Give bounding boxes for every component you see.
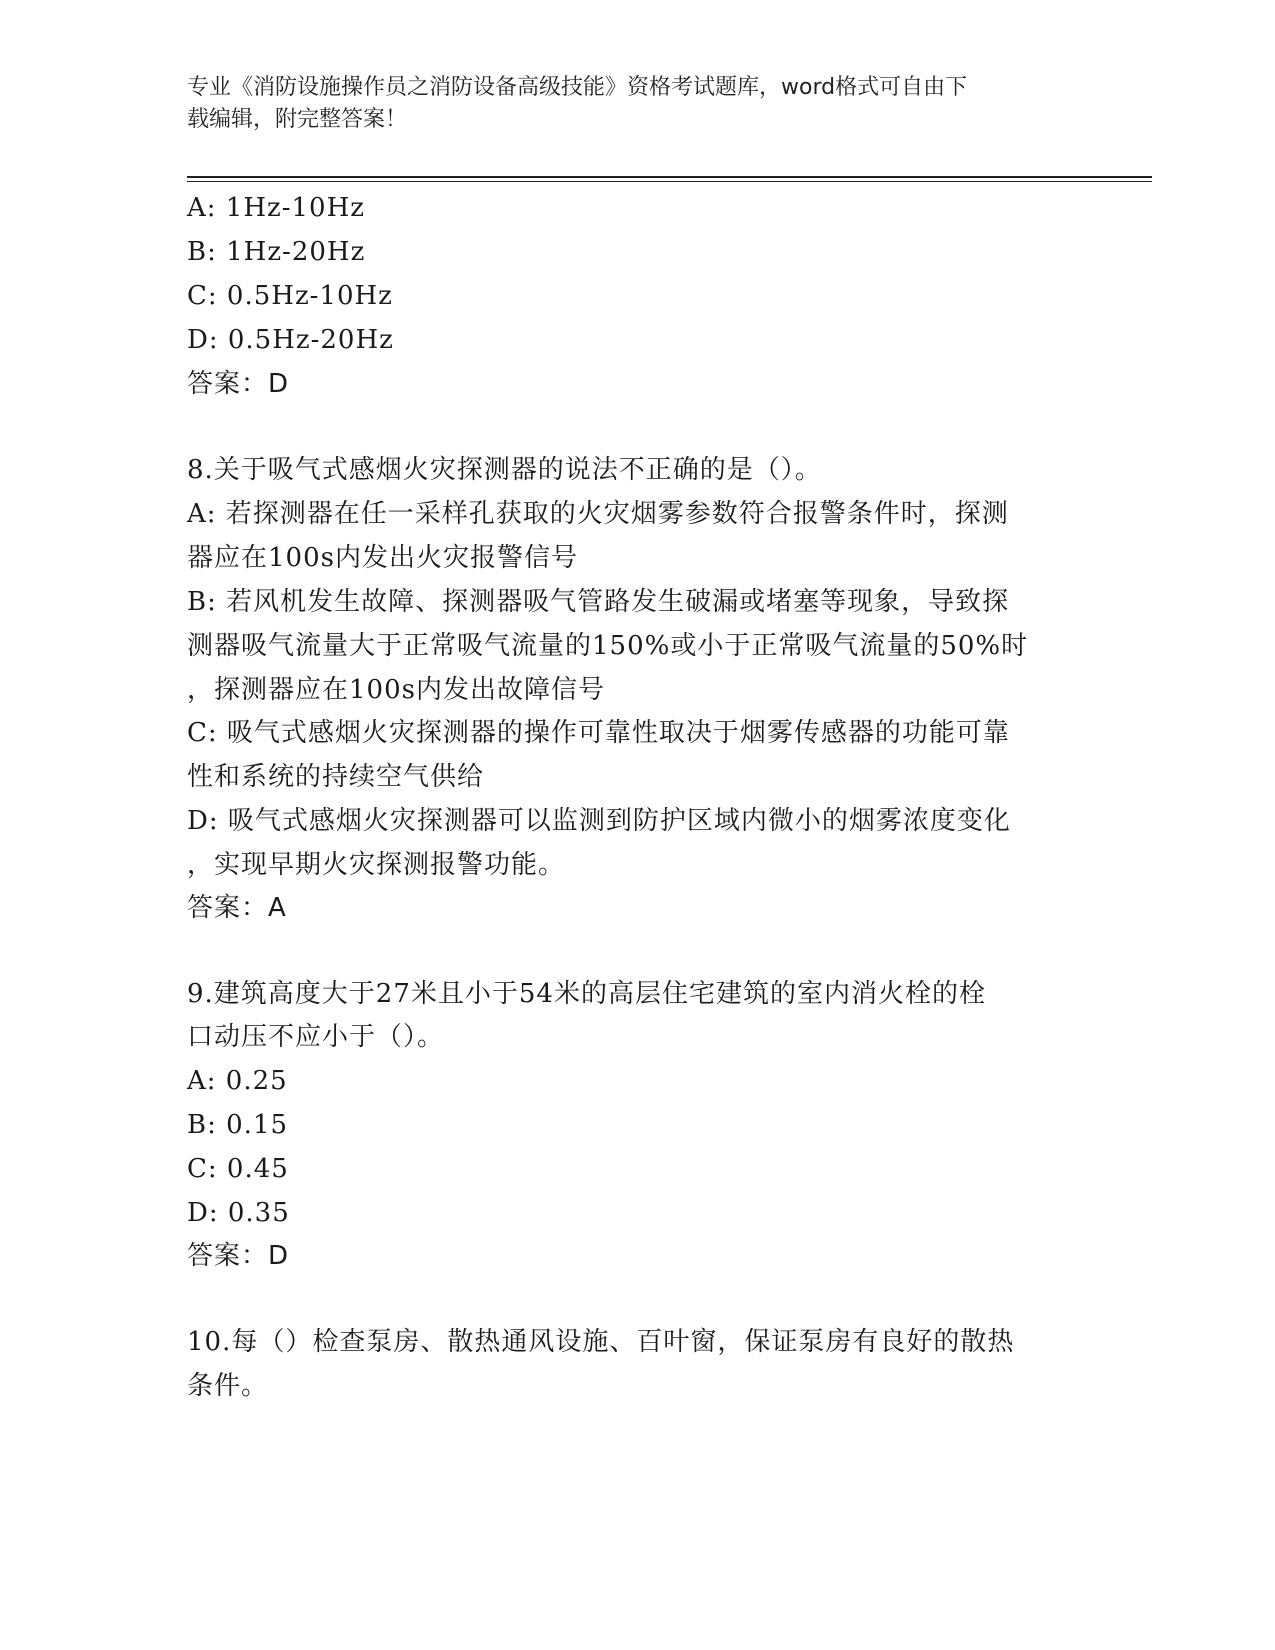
q9-stem-line-2: 口动压不应小于（）。 [187, 1022, 445, 1052]
q9-stem-line-1: 9.建筑高度大于27米且小于54米的高层住宅建筑的室内消火栓的栓 [187, 979, 986, 1009]
q7-option-c: C: 0.5Hz-10Hz [187, 281, 393, 311]
q8-option-d-line-1: D: 吸气式感烟火灾探测器可以监测到防护区域内微小的烟雾浓度变化 [187, 806, 1011, 836]
q9-option-d: D: 0.35 [187, 1198, 290, 1228]
q9-option-b: B: 0.15 [187, 1110, 289, 1140]
q7-option-d: D: 0.5Hz-20Hz [187, 325, 394, 355]
q9-option-a: A: 0.25 [187, 1066, 288, 1096]
q8-option-d-line-2: ，实现早期火灾探测报警功能。 [187, 850, 566, 880]
header-line-2: 载编辑，附完整答案！ [187, 107, 408, 132]
header-line-1: 专业《消防设施操作员之消防设备高级技能》资格考试题库，word格式可自由下 [187, 75, 968, 100]
q7-answer: 答案：D [187, 369, 290, 399]
document-header [187, 72, 1067, 136]
q8-stem: 8.关于吸气式感烟火灾探测器的说法不正确的是（）。 [187, 455, 822, 485]
q8-option-b-line-3: ，探测器应在100s内发出故障信号 [187, 675, 605, 705]
q8-option-a-line-2: 器应在100s内发出火灾报警信号 [187, 543, 578, 573]
q8-option-a-line-1: A: 若探测器在任一采样孔获取的火灾烟雾参数符合报警条件时，探测 [187, 499, 1009, 529]
q9-option-c: C: 0.45 [187, 1154, 289, 1184]
header-rule-thin [187, 181, 1152, 182]
q8-option-c-line-1: C: 吸气式感烟火灾探测器的操作可靠性取决于烟雾传感器的功能可靠 [187, 718, 1010, 748]
q7-option-b: B: 1Hz-20Hz [187, 237, 366, 267]
header-rule-thick [187, 176, 1152, 178]
q9-answer: 答案：D [187, 1241, 290, 1271]
q8-option-b-line-1: B: 若风机发生故障、探测器吸气管路发生破漏或堵塞等现象，导致探 [187, 587, 1010, 617]
q10-stem-line-2: 条件。 [187, 1371, 269, 1401]
q8-option-c-line-2: 性和系统的持续空气供给 [187, 762, 485, 792]
q8-option-b-line-2: 测器吸气流量大于正常吸气流量的150%或小于正常吸气流量的50%时 [187, 631, 1029, 661]
q10-stem-line-1: 10.每（）检查泵房、散热通风设施、百叶窗，保证泵房有良好的散热 [187, 1327, 1015, 1357]
q8-answer: 答案：A [187, 893, 287, 923]
q7-option-a: A: 1Hz-10Hz [187, 193, 365, 223]
